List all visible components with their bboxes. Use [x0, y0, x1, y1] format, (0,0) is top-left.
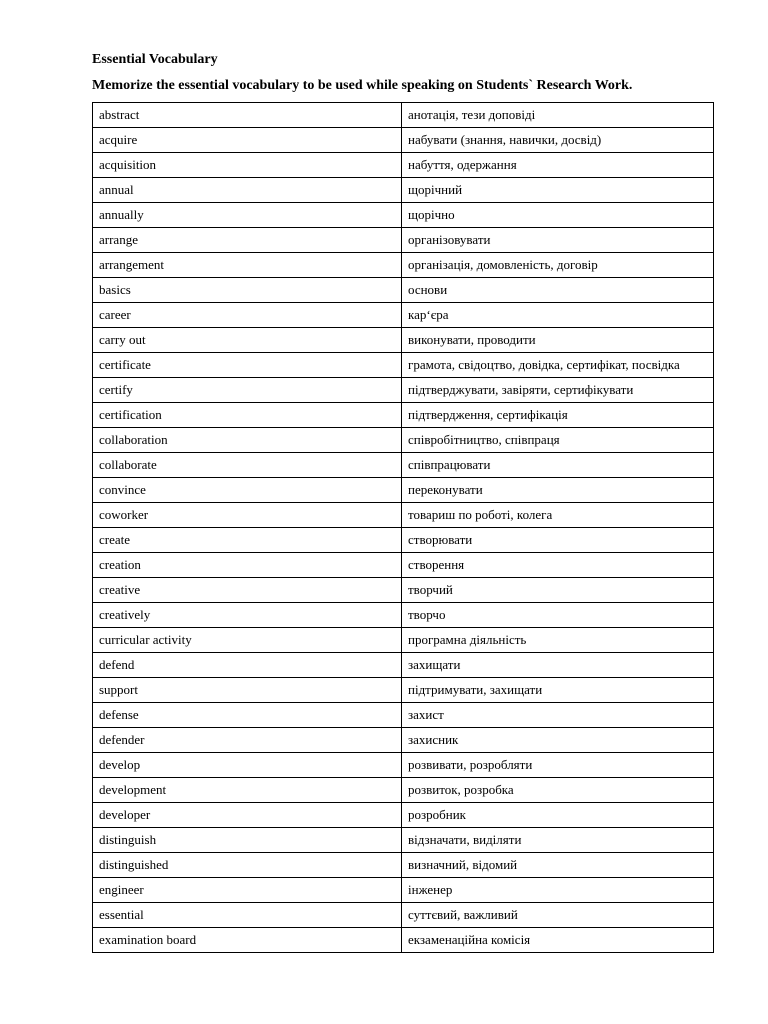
table-row	[93, 128, 714, 153]
table-row	[93, 378, 714, 403]
table-row	[93, 853, 714, 878]
ukrainian-translation-cell: кар‘єра	[402, 303, 714, 328]
english-term-cell: convince	[93, 478, 402, 503]
english-term-cell: engineer	[93, 878, 402, 903]
english-term-cell: examination board	[93, 928, 402, 953]
english-term-cell: creation	[93, 553, 402, 578]
ukrainian-translation-cell: суттєвий, важливий	[402, 903, 714, 928]
ukrainian-translation-cell: організація, домовленість, договір	[402, 253, 714, 278]
vocabulary-table-body	[93, 103, 714, 953]
english-term-cell: development	[93, 778, 402, 803]
english-term-cell: basics	[93, 278, 402, 303]
table-row	[93, 478, 714, 503]
ukrainian-translation-cell: організовувати	[402, 228, 714, 253]
ukrainian-translation-cell: підтверджувати, завіряти, сертифікувати	[402, 378, 714, 403]
english-term-cell: defense	[93, 703, 402, 728]
table-row	[93, 603, 714, 628]
ukrainian-translation-cell: програмна діяльність	[402, 628, 714, 653]
ukrainian-translation-cell: грамота, свідоцтво, довідка, сертифікат, посвідка	[402, 353, 714, 378]
table-row	[93, 878, 714, 903]
ukrainian-translation-cell: розвиток, розробка	[402, 778, 714, 803]
ukrainian-translation-cell: розвивати, розробляти	[402, 753, 714, 778]
english-term-cell: certify	[93, 378, 402, 403]
table-row	[93, 353, 714, 378]
table-row	[93, 203, 714, 228]
ukrainian-translation-cell: творчий	[402, 578, 714, 603]
ukrainian-translation-cell: відзначати, виділяти	[402, 828, 714, 853]
table-row	[93, 303, 714, 328]
english-term-cell: annual	[93, 178, 402, 203]
table-row	[93, 728, 714, 753]
english-term-cell: developer	[93, 803, 402, 828]
english-term-cell: coworker	[93, 503, 402, 528]
english-term-cell: certification	[93, 403, 402, 428]
english-term-cell: creative	[93, 578, 402, 603]
ukrainian-translation-cell: співробітництво, співпраця	[402, 428, 714, 453]
vocabulary-table	[92, 102, 714, 953]
ukrainian-translation-cell: набувати (знання, навички, досвід)	[402, 128, 714, 153]
table-row	[93, 103, 714, 128]
ukrainian-translation-cell: переконувати	[402, 478, 714, 503]
ukrainian-translation-cell: співпрацювати	[402, 453, 714, 478]
english-term-cell: certificate	[93, 353, 402, 378]
english-term-cell: create	[93, 528, 402, 553]
table-row	[93, 678, 714, 703]
ukrainian-translation-cell: анотація, тези доповіді	[402, 103, 714, 128]
english-term-cell: collaborate	[93, 453, 402, 478]
table-row	[93, 153, 714, 178]
ukrainian-translation-cell: основи	[402, 278, 714, 303]
ukrainian-translation-cell: виконувати, проводити	[402, 328, 714, 353]
ukrainian-translation-cell: щорічний	[402, 178, 714, 203]
table-row	[93, 828, 714, 853]
ukrainian-translation-cell: розробник	[402, 803, 714, 828]
table-row	[93, 703, 714, 728]
english-term-cell: annually	[93, 203, 402, 228]
table-row	[93, 578, 714, 603]
table-row	[93, 528, 714, 553]
table-row	[93, 328, 714, 353]
ukrainian-translation-cell: інженер	[402, 878, 714, 903]
document-page	[92, 50, 714, 947]
document-subtitle: Memorize the essential vocabulary to be used while speaking on Students` Research Work.	[92, 78, 633, 93]
english-term-cell: distinguish	[93, 828, 402, 853]
english-term-cell: distinguished	[93, 853, 402, 878]
table-row	[93, 253, 714, 278]
english-term-cell: abstract	[93, 103, 402, 128]
english-term-cell: acquisition	[93, 153, 402, 178]
table-row	[93, 553, 714, 578]
english-term-cell: defender	[93, 728, 402, 753]
ukrainian-translation-cell: товариш по роботі, колега	[402, 503, 714, 528]
ukrainian-translation-cell: творчо	[402, 603, 714, 628]
table-row	[93, 653, 714, 678]
table-row	[93, 278, 714, 303]
ukrainian-translation-cell: підтвердження, сертифікація	[402, 403, 714, 428]
ukrainian-translation-cell: захищати	[402, 653, 714, 678]
english-term-cell: essential	[93, 903, 402, 928]
english-term-cell: develop	[93, 753, 402, 778]
ukrainian-translation-cell: щорічно	[402, 203, 714, 228]
table-row	[93, 778, 714, 803]
english-term-cell: creatively	[93, 603, 402, 628]
english-term-cell: acquire	[93, 128, 402, 153]
table-row	[93, 403, 714, 428]
ukrainian-translation-cell: створення	[402, 553, 714, 578]
english-term-cell: support	[93, 678, 402, 703]
table-row	[93, 428, 714, 453]
ukrainian-translation-cell: підтримувати, захищати	[402, 678, 714, 703]
english-term-cell: collaboration	[93, 428, 402, 453]
table-row	[93, 453, 714, 478]
english-term-cell: career	[93, 303, 402, 328]
table-row	[93, 628, 714, 653]
english-term-cell: defend	[93, 653, 402, 678]
ukrainian-translation-cell: захисник	[402, 728, 714, 753]
table-row	[93, 903, 714, 928]
ukrainian-translation-cell: створювати	[402, 528, 714, 553]
document-title: Essential Vocabulary	[92, 52, 218, 67]
ukrainian-translation-cell: екзаменаційна комісія	[402, 928, 714, 953]
ukrainian-translation-cell: захист	[402, 703, 714, 728]
english-term-cell: arrange	[93, 228, 402, 253]
table-row	[93, 753, 714, 778]
english-term-cell: carry out	[93, 328, 402, 353]
table-row	[93, 503, 714, 528]
table-row	[93, 228, 714, 253]
english-term-cell: curricular activity	[93, 628, 402, 653]
english-term-cell: arrangement	[93, 253, 402, 278]
table-row	[93, 178, 714, 203]
ukrainian-translation-cell: набуття, одержання	[402, 153, 714, 178]
table-row	[93, 803, 714, 828]
table-row	[93, 928, 714, 953]
ukrainian-translation-cell: визначний, відомий	[402, 853, 714, 878]
